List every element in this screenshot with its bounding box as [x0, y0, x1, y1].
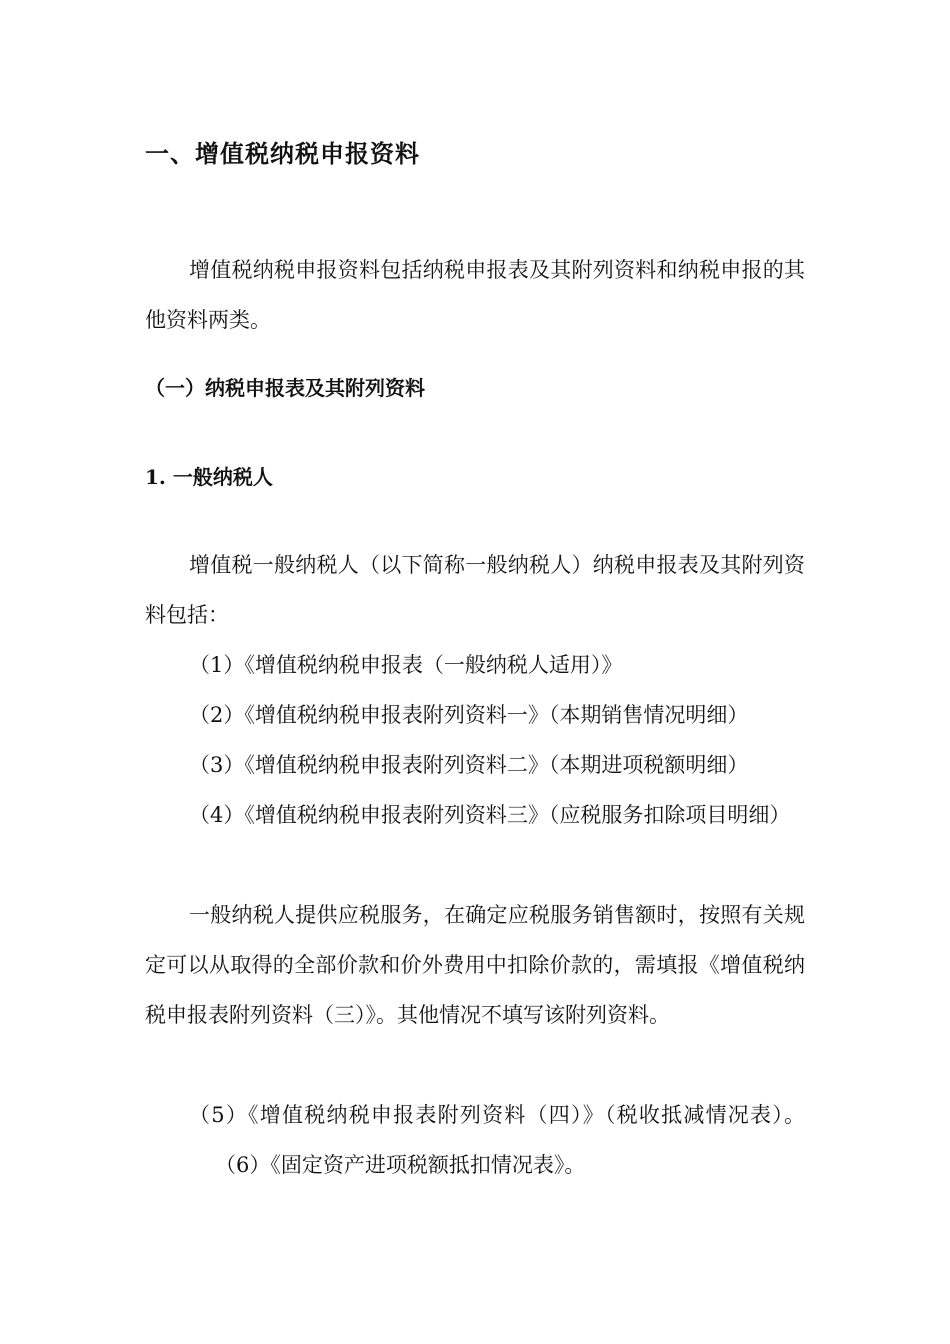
list-item-5: （5）《增值税纳税申报表附列资料（四）》（税收抵减情况表）。	[189, 1103, 805, 1127]
main-heading: 一、增值税纳税申报资料	[145, 139, 420, 168]
list-item: （4）《增值税纳税申报表附列资料三》（应税服务扣除项目明细）	[189, 803, 791, 827]
section-heading: （一）纳税申报表及其附列资料	[145, 376, 425, 400]
general-taxpayer-paragraph: 增值税一般纳税人（以下简称一般纳税人）纳税申报表及其附列资料包括：	[145, 553, 805, 627]
list-item-with-inline	[145, 1090, 805, 1190]
intro-paragraph: 增值税纳税申报资料包括纳税申报表及其附列资料和纳税申报的其他资料两类。	[145, 258, 805, 332]
list-item: （3）《增值税纳税申报表附列资料二》（本期进项税额明细）	[189, 753, 749, 777]
list-item: （2）《增值税纳税申报表附列资料一》（本期销售情况明细）	[189, 703, 749, 727]
list-item-6: （6）《固定资产进项税额抵扣情况表》。	[215, 1153, 586, 1177]
deduction-paragraph: 一般纳税人提供应税服务，在确定应税服务销售额时，按照有关规定可以从取得的全部价款和价外费用中扣除价款的，需填报《增值税纳税申报表附列资料（三）》。其他情况不填写该附列资料。	[145, 903, 805, 1027]
list-item: （1）《增值税纳税申报表（一般纳税人适用）》	[189, 653, 623, 677]
subsection-heading: 1. 一般纳税人	[145, 465, 273, 489]
